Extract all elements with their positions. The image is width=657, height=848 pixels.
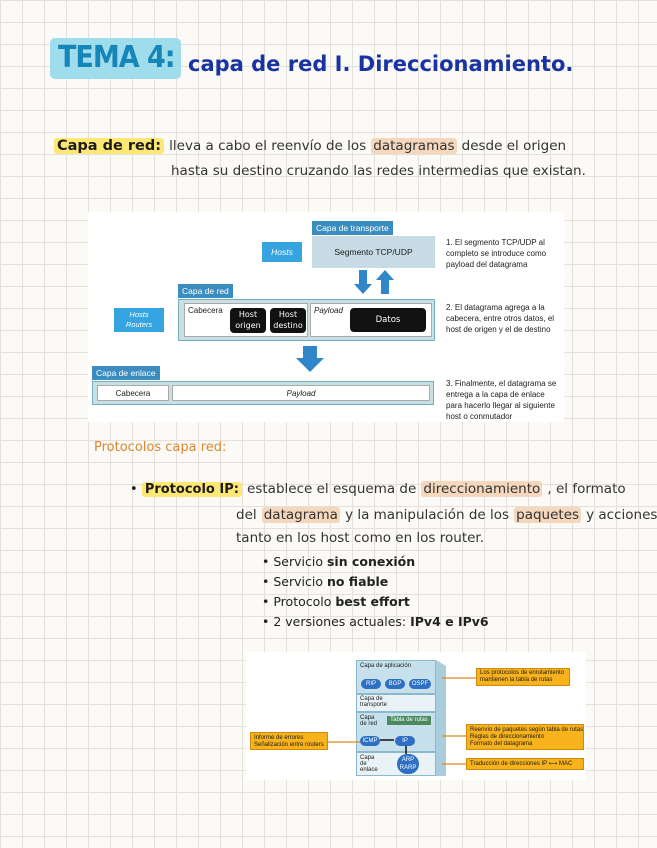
- up-down-arrows-icon: [354, 270, 394, 296]
- network-layer-label: Capa de red: [178, 284, 233, 298]
- intro-line1-b: desde el origen: [461, 138, 567, 154]
- note-errors: Informe de errores Señalización entre routers: [250, 732, 328, 750]
- payload-label: Payload: [314, 306, 343, 315]
- ip-highlight-direccionamiento: direccionamiento: [423, 481, 541, 497]
- intro-highlight-datagramas: datagramas: [373, 138, 455, 154]
- intro-paragraph: [54, 135, 614, 179]
- list-item: [262, 594, 489, 614]
- network-layer-label-2: Capa de red: [360, 715, 378, 727]
- ip-highlight-paquetes: paquetes: [516, 507, 580, 523]
- ip-line2-b: y la manipulación de los: [345, 507, 510, 523]
- figure-encapsulation: [88, 212, 564, 422]
- link-layer-label: Capa de enlace: [92, 366, 160, 380]
- ip-highlight-datagrama: datagrama: [263, 507, 338, 523]
- page-title: capa de red I. Direccionamiento.: [188, 52, 574, 76]
- bullet-bold: best effort: [335, 594, 410, 609]
- bullet-text: Servicio: [273, 574, 327, 589]
- rarp-label: RARP: [399, 765, 417, 771]
- bullet-bold: no fiable: [326, 574, 389, 589]
- down-arrow-icon: [296, 346, 324, 372]
- protocols-heading: Protocolos capa red:: [94, 440, 227, 455]
- bullet-text: Servicio: [273, 554, 327, 569]
- intro-line1-a: lleva a cabo el reenvío de los: [169, 138, 367, 154]
- cabecera-label: Cabecera: [188, 306, 223, 315]
- host-origen-pill: Host origen: [230, 308, 266, 333]
- bullet-bold: IPv4 e IPv6: [410, 614, 489, 629]
- ip-paragraph: [130, 478, 657, 546]
- note-2: 2. El datagrama agrega a la cabecera, entre otros datos, el host de origen y el de destino: [446, 303, 555, 334]
- host-destino-pill: Host destino: [270, 308, 306, 333]
- icmp-pill: ICMP: [360, 736, 380, 746]
- note-1: 1. El segmento TCP/UDP al completo se introduce como payload del datagrama: [446, 238, 547, 269]
- topic-tag: TEMA 4:: [50, 38, 181, 79]
- routing-table-box: Tabla de rutas: [387, 716, 431, 725]
- ospf-pill: OSPF: [409, 679, 431, 689]
- frame-payload: Payload: [172, 385, 430, 401]
- hosts-arrow: Hosts: [262, 242, 302, 262]
- ip-line1-b: , el formato: [547, 481, 626, 497]
- ip-line3: tanto en los host como en los router.: [236, 530, 485, 546]
- list-item: [262, 614, 489, 634]
- link-layer-label-2: Capa de enlace: [360, 755, 378, 773]
- intro-line2: hasta su destino cruzando las redes intermedias que existan.: [171, 163, 586, 179]
- ip-line2-c: y acciones: [586, 507, 657, 523]
- note-routing: Los protocolos de enrutamiento mantienen la tabla de rutas: [476, 668, 570, 686]
- segment-box: [312, 236, 435, 268]
- frame-header: Cabecera: [97, 385, 169, 401]
- transport-layer-label-2: Capa de transporte: [360, 696, 388, 708]
- bullet-bold: sin conexión: [326, 554, 416, 569]
- bullet-text: Protocolo: [273, 594, 336, 609]
- note-3: 3. Finalmente, el datagrama se entrega a la capa de enlace para hacerlo llegar al siguiente host o conmutador: [446, 379, 557, 421]
- segment-label: Segmento TCP/UDP: [334, 247, 413, 257]
- ip-pill: IP: [395, 736, 415, 746]
- list-item: [262, 574, 489, 594]
- ip-features-list: [262, 554, 489, 634]
- hosts-routers-arrow: Hosts Routers: [114, 308, 164, 332]
- rip-pill: RIP: [361, 679, 381, 689]
- ip-line1-a: establece el esquema de: [247, 481, 417, 497]
- term-protocolo-ip: Protocolo IP:: [142, 482, 242, 497]
- datos-pill: Datos: [350, 308, 426, 332]
- arp-label: ARP: [401, 757, 415, 763]
- list-item: [262, 554, 489, 574]
- transport-layer-label: Capa de transporte: [312, 221, 393, 235]
- note-arp: Traducción de direcciones IP ⟷ MAC: [466, 758, 584, 770]
- ip-line2-a: del: [236, 507, 257, 523]
- figure-network-stack: [246, 652, 586, 780]
- note-ip: Reenvío de paquetes según tabla de rutas Reglas de direccionamiento Formato del datagrama: [466, 724, 584, 750]
- bullet-text: 2 versiones actuales:: [273, 614, 411, 629]
- ip-bullet-dot: •: [130, 482, 142, 497]
- term-capa-de-red: Capa de red:: [54, 138, 164, 154]
- bgp-pill: BGP: [385, 679, 405, 689]
- app-layer-label: Capa de aplicación: [360, 663, 412, 669]
